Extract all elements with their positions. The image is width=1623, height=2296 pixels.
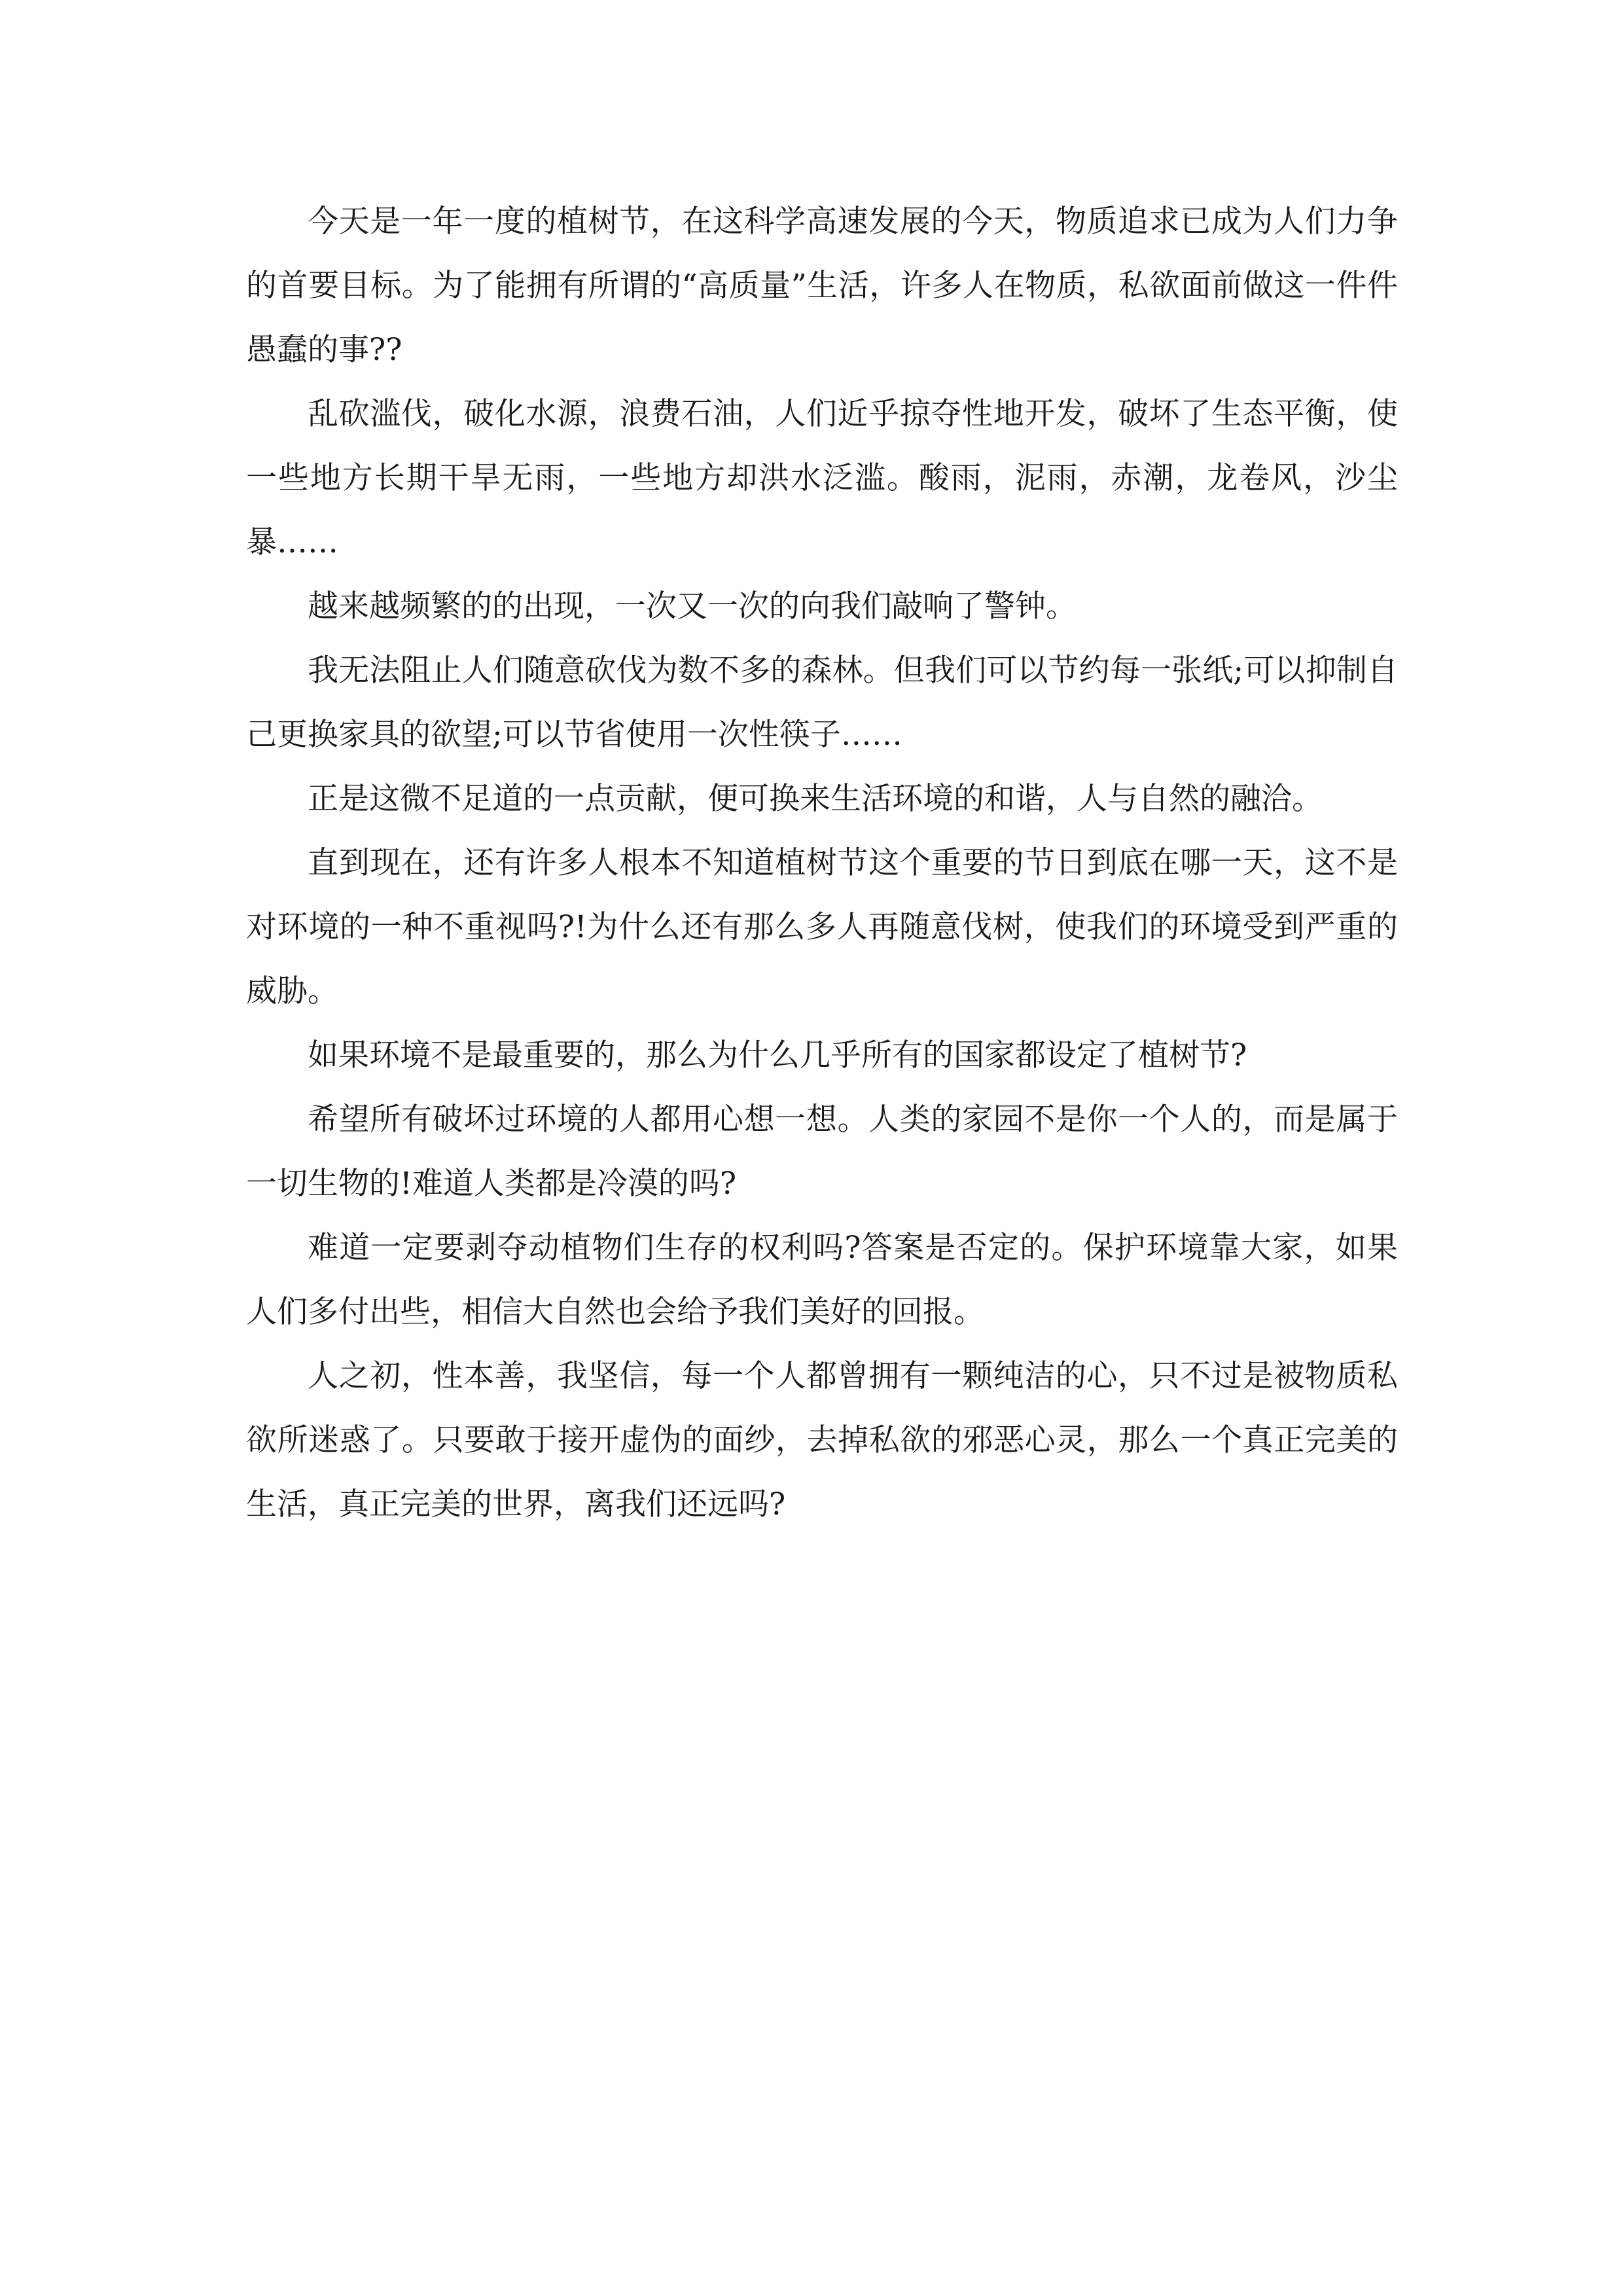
paragraph: 人之初，性本善，我坚信，每一个人都曾拥有一颗纯洁的心，只不过是被物质私欲所迷惑了。只要敢于接开虚伪的面纱，去掉私欲的邪恶心灵，那么一个真正完美的生活，真正完美的世界，离我们还远吗? bbox=[246, 1358, 1398, 1522]
paragraph: 希望所有破坏过环境的人都用心想一想。人类的家园不是你一个人的，而是属于一切生物的!难道人类都是冷漠的吗? bbox=[246, 1102, 1398, 1202]
paragraph: 正是这微不足道的一点贡献，便可换来生活环境的和谐，人与自然的融洽。 bbox=[308, 781, 1323, 817]
paragraph: 直到现在，还有许多人根本不知道植树节这个重要的节日到底在哪一天，这不是对环境的一种不重视吗?!为什么还有那么多人再随意伐树，使我们的环境受到严重的威胁。 bbox=[246, 845, 1398, 1009]
paragraph: 我无法阻止人们随意砍伐为数不多的森林。但我们可以节约每一张纸;可以抑制自己更换家具的欲望;可以节省使用一次性筷子…… bbox=[246, 653, 1398, 753]
paragraph: 乱砍滥伐，破化水源，浪费石油，人们近乎掠夺性地开发，破坏了生态平衡，使一些地方长期干旱无雨，一些地方却洪水泛滥。酸雨，泥雨，赤潮，龙卷风，沙尘暴…… bbox=[246, 396, 1398, 560]
paragraph: 越来越频繁的的出现，一次又一次的向我们敲响了警钟。 bbox=[308, 588, 1077, 624]
paragraph: 难道一定要剥夺动植物们生存的权利吗?答案是否定的。保护环境靠大家，如果人们多付出些，相信大自然也会给予我们美好的回报。 bbox=[246, 1230, 1398, 1330]
paragraph: 如果环境不是最重要的，那么为什么几乎所有的国家都设定了植树节? bbox=[308, 1037, 1247, 1073]
article-body bbox=[246, 190, 1398, 1537]
paragraph: 今天是一年一度的植树节，在这科学高速发展的今天，物质追求已成为人们力争的首要目标。为了能拥有所谓的“高质量”生活，许多人在物质，私欲面前做这一件件愚蠢的事?? bbox=[246, 204, 1398, 368]
